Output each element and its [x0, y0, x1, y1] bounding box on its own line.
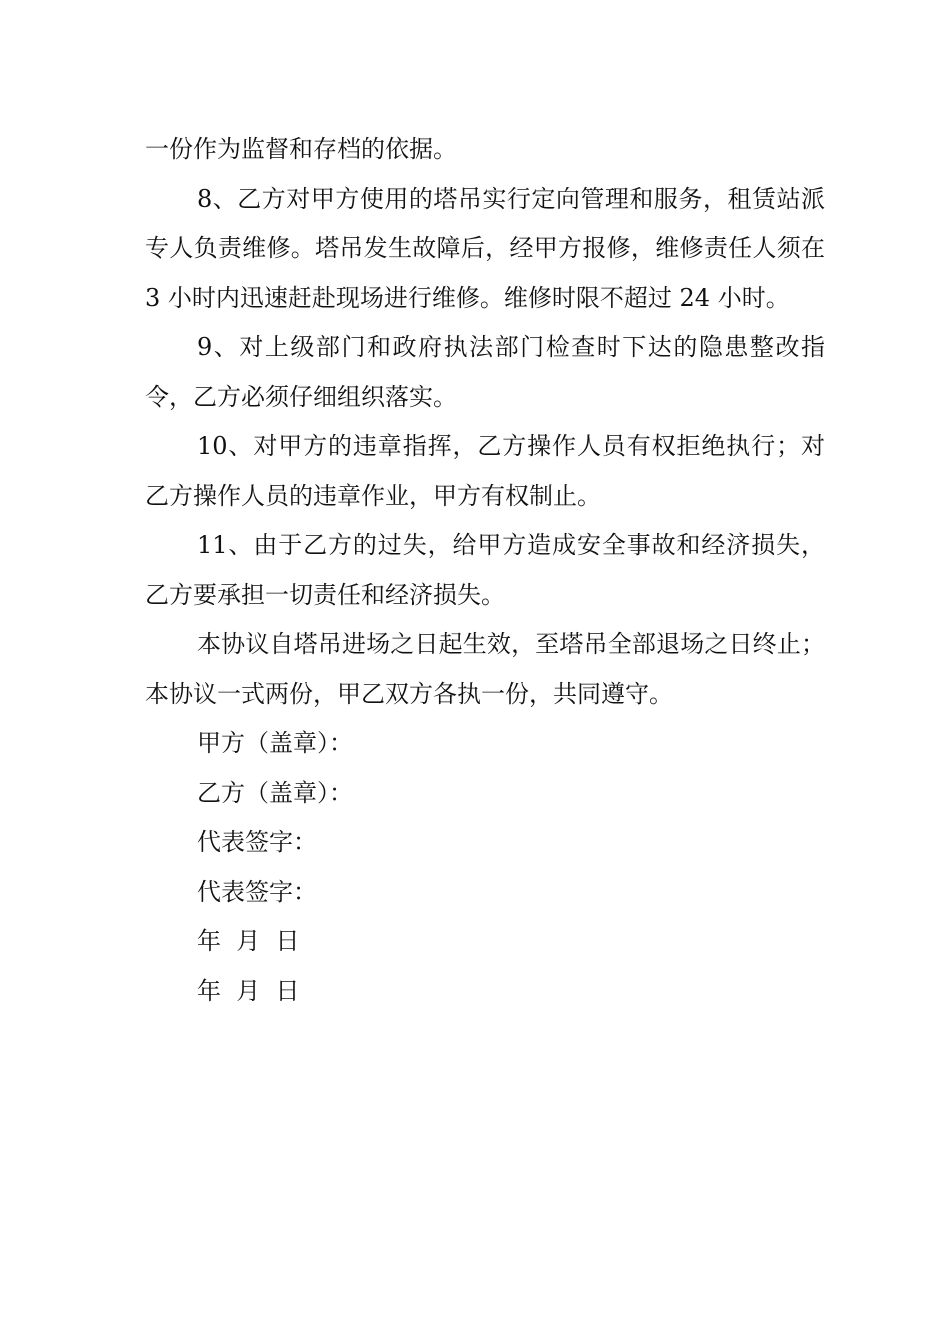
party-a-seal-line: 甲方（盖章）： [197, 729, 353, 757]
party-b-date-line: 年 月 日 [197, 976, 300, 1005]
party-a-date-line: 年 月 日 [197, 927, 300, 955]
party-a-representative-signature-line: 代表签字： [197, 828, 317, 856]
clause-8: 8、乙方对甲方使用的塔吊实行定向管理和服务，租赁站派专人负责维修。塔吊发生故障后，经甲方报修，维修责任人须在 3 小时内迅速赶赴现场进行维修。维修时限不超过 24 小时。 [145, 184, 825, 312]
clause-11: 11、由于乙方的过失，给甲方造成安全事故和经济损失，乙方要承担一切责任和经济损失。 [145, 531, 825, 609]
document-body [145, 125, 825, 1016]
party-b-seal-line: 乙方（盖章）： [197, 778, 353, 807]
agreement-effective-clause: 本协议自塔吊进场之日起生效，至塔吊全部退场之日终止；本协议一式两份，甲乙双方各执一份，共同遵守。 [145, 630, 825, 708]
party-b-representative-signature-line: 代表签字： [197, 877, 317, 906]
clause-9: 9、对上级部门和政府执法部门检查时下达的隐患整改指令，乙方必须仔细组织落实。 [145, 333, 825, 411]
clause-10: 10、对甲方的违章指挥，乙方操作人员有权拒绝执行；对乙方操作人员的违章作业，甲方有权制止。 [145, 432, 825, 510]
paragraph-continuation: 一份作为监督和存档的依据。 [145, 135, 457, 163]
